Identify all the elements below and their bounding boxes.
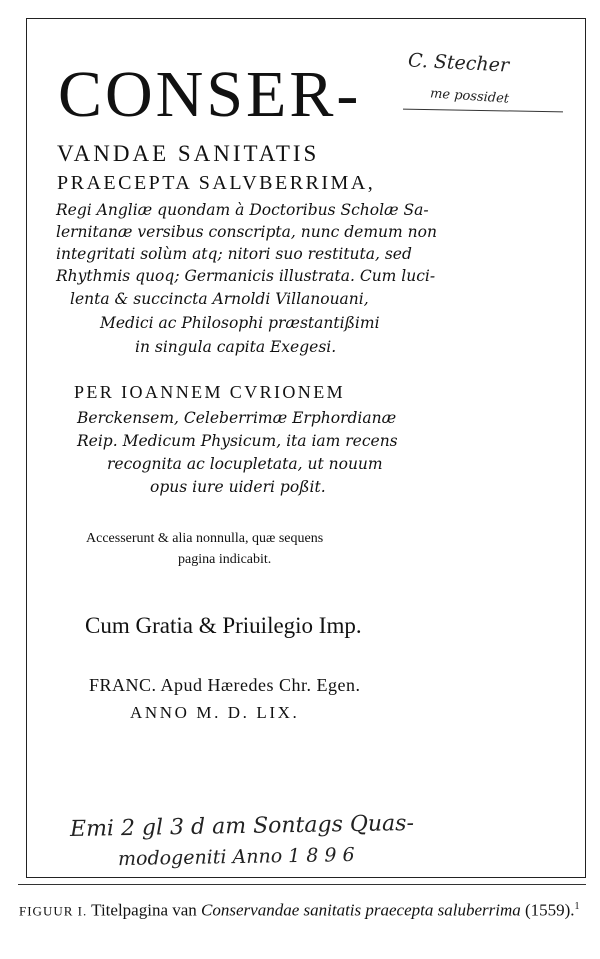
privilege-line: Cum Gratia & Priuilegio Imp.	[85, 613, 362, 638]
author-line-4: recognita ac locupletata, ut nouum	[107, 455, 383, 473]
title-line-2: VANDAE SANITATIS	[57, 141, 320, 166]
body-line-6: Medici ac Philosophi præstantißimi	[100, 314, 380, 332]
author-line: PER IOANNEM CVRIONEM	[74, 382, 346, 402]
owner-inscription-line2: me possidet	[429, 86, 510, 107]
imprint-line-1: FRANC. Apud Hæredes Chr. Egen.	[89, 675, 361, 695]
caption-title: Conservandae sanitatis praecepta saluberrima	[201, 900, 521, 920]
body-line-7: in singula capita Exegesi.	[135, 338, 337, 356]
body-line-4: Rhythmis quoq; Germanicis illustrata. Cum luci-	[56, 267, 436, 285]
owner-inscription-line1: C. Stecher	[407, 49, 510, 77]
caption-footnote: 1	[574, 901, 580, 912]
title-line-3: PRAECEPTA SALVBERRIMA,	[57, 172, 376, 194]
caption-text: Titelpagina van	[87, 900, 202, 920]
accessit-line-1: Accesserunt & alia nonnulla, quæ sequens	[86, 531, 324, 546]
caption-year: (1559).	[520, 900, 575, 920]
imprint-line-2: ANNO M. D. LIX.	[130, 703, 300, 722]
title-line-1: CONSER-	[58, 58, 362, 131]
caption-label: FIGUUR I.	[19, 903, 88, 919]
body-line-2: lernitanæ versibus conscripta, nunc demum non	[56, 223, 437, 241]
author-line-5: opus iure uideri poßit.	[150, 478, 326, 496]
body-line-1: Regi Angliæ quondam à Doctoribus Scholæ Sa-	[56, 201, 429, 219]
purchase-note-line-2: modogeniti Anno 1 8 9 6	[117, 843, 355, 871]
body-line-3: integritati solùm atq; nitori suo restituta, sed	[56, 245, 412, 263]
figure-caption	[19, 896, 585, 923]
purchase-note-line-1: Emi 2 gl 3 d am Sontags Quas-	[69, 811, 415, 842]
caption-divider	[18, 884, 586, 885]
author-line-3: Reip. Medicum Physicum, ita iam recens	[77, 432, 398, 450]
author-line-2: Berckensem, Celeberrimæ Erphordianæ	[77, 409, 397, 427]
accessit-line-2: pagina indicabit.	[178, 552, 272, 567]
body-line-5: lenta & succincta Arnoldi Villanouani,	[70, 290, 369, 308]
